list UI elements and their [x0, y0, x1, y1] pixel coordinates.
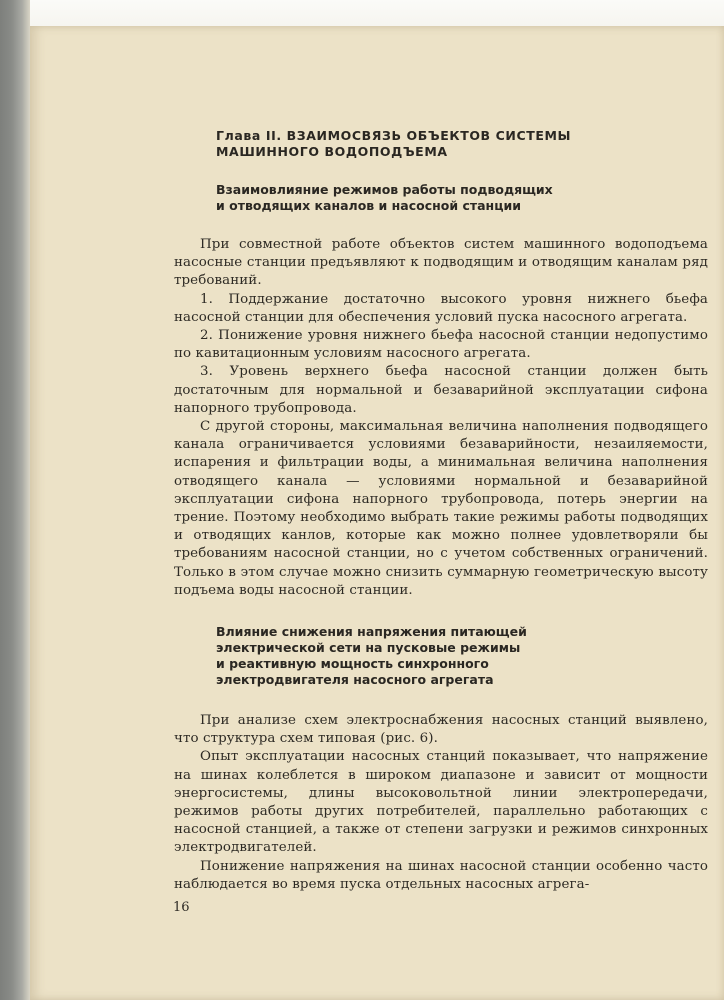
- section-2-body: [174, 712, 708, 894]
- paragraph: Понижение напряжения на шинах насосной станции особенно часто наблюдается во время пуска отдельных насосных агрега-: [174, 858, 708, 892]
- paragraph: С другой стороны, максимальная величина наполнения подводящего канала ограничивается условиями безаварийности, незаиляемости, испарения и фильтрации воды, а минимальная величина наполнения отводящего канала — условиями нормальной и безаварийной эксплуатации сифона напорного трубопровода, потерь энергии на трение. Поэтому необходимо выбрать такие режимы работы подводящих и отводящих канлов, которые как можно полнее удовлетворяли бы требованиям насосной станции, но с учетом собственных ограничений. Только в этом случае можно снизить суммарную геометрическую высоту подъема воды насосной станции.: [174, 419, 708, 598]
- paragraph: При анализе схем электроснабжения насосных станций выявлено, что структура схем типовая (рис. 6).: [174, 713, 708, 747]
- section-1-title-line: и отводящих каналов и насосной станции: [216, 198, 521, 213]
- chapter-heading-line-1: Глава II. ВЗАИМОСВЯЗЬ ОБЪЕКТОВ СИСТЕМЫ: [216, 128, 572, 143]
- paragraph: При совместной работе объектов систем машинного водоподъема насосные станции предъявляют к подводящим и отводящим каналам ряд требований.: [174, 237, 708, 289]
- section-1-title-line: Взаимовлияние режимов работы подводящих: [216, 182, 553, 197]
- page-number: 16: [173, 900, 190, 915]
- chapter-heading-line-2: МАШИННОГО ВОДОПОДЪЕМА: [216, 144, 448, 159]
- page-content: [174, 128, 708, 894]
- scan-background-edge: [0, 0, 30, 1000]
- paragraph: 1. Поддержание достаточно высокого уровня нижнего бьефа насосной станции для обеспечения условий пуска насосного агрегата.: [174, 291, 708, 325]
- chapter-heading: [216, 128, 708, 160]
- section-2-title-line: и реактивную мощность синхронного: [216, 656, 489, 672]
- section-2-title-line: Влияние снижения напряжения питающей: [216, 624, 527, 640]
- section-2-title: [216, 624, 708, 688]
- paragraph: 3. Уровень верхнего бьефа насосной станции должен быть достаточным для нормальной и безаварийной эксплуатации сифона напорного трубопровода.: [174, 364, 708, 416]
- paragraph: 2. Понижение уровня нижнего бьефа насосной станции недопустимо по кавитационным условиям насосного агрегата.: [174, 328, 708, 362]
- section-2-title-line: электродвигателя насосного агрегата: [216, 672, 494, 688]
- section-2-title-line: электрической сети на пусковые режимы: [216, 640, 521, 656]
- scan-background-top: [0, 0, 724, 26]
- section-1-title: [216, 182, 708, 214]
- paragraph: Опыт эксплуатации насосных станций показывает, что напряжение на шинах колеблется в широком диапазоне и зависит от мощности энергосистемы, длины высоковольтной линии электропередачи, режимов работы других потребителей, параллельно работающих с насосной станцией, а также от степени загрузки и режимов синхронных электродвигателей.: [174, 749, 708, 856]
- section-1-body: [174, 236, 708, 600]
